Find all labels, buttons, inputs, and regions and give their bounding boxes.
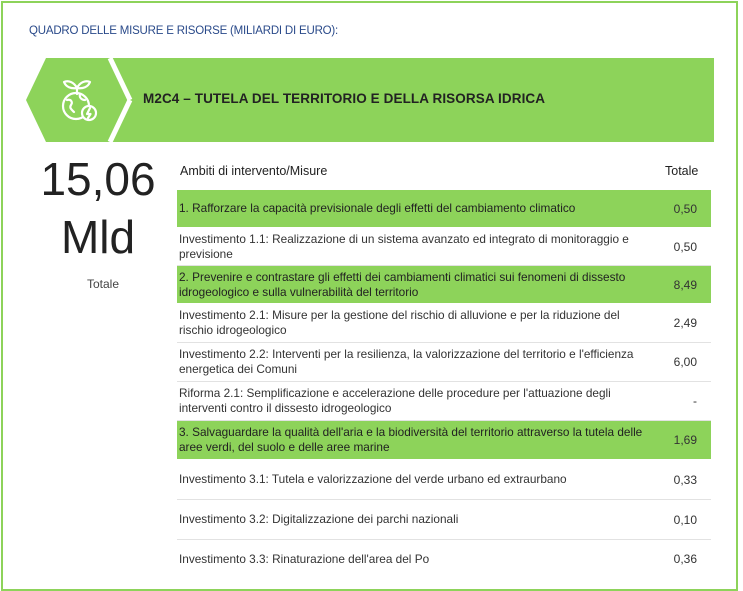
row-total: 8,49 [673, 277, 697, 292]
table-row [177, 266, 711, 304]
table-row [177, 228, 711, 266]
row-description: Investimento 2.1: Misure per la gestione del rischio di alluvione e per la riduzione del rischio idrogeologico [179, 308, 620, 337]
row-total: 6,00 [673, 355, 697, 369]
row-description: 1. Rafforzare la capacità previsionale degli effetti del cambiamento climatico [179, 201, 576, 215]
row-description: Investimento 2.2: Interventi per la resilienza, la valorizzazione del territorio e l'efficienza energetica dei Comuni [179, 347, 634, 376]
row-total: 0,36 [673, 552, 697, 566]
row-description: Investimento 3.2: Digitalizzazione dei parchi nazionali [179, 512, 459, 526]
row-description: Investimento 3.1: Tutela e valorizzazione del verde urbano ed extraurbano [179, 472, 567, 486]
row-description: Riforma 2.1: Semplificazione e accelerazione delle procedure per l'attuazione degli interventi contro il dissesto idrogeologico [179, 386, 611, 415]
table-row [177, 304, 711, 343]
column-header-measures: Ambiti di intervento/Misure [180, 164, 328, 178]
mission-banner [26, 58, 714, 142]
row-description: Investimento 3.3: Rinaturazione dell'area del Po [179, 551, 430, 566]
table-row [177, 500, 711, 540]
table-row [177, 540, 711, 578]
row-description: 3. Salvaguardare la qualità dell'aria e la biodiversità del territorio attraverso la tutela delle aree verdi, del suolo e delle aree marine [179, 425, 643, 454]
row-total: 2,49 [673, 316, 697, 330]
row-total: 0,33 [673, 472, 697, 487]
row-total: 1,69 [673, 433, 697, 447]
column-header-total: Totale [665, 164, 699, 178]
row-total: 0,50 [673, 201, 697, 216]
table-row [177, 343, 711, 382]
total-label: Totale [86, 277, 120, 291]
mission-title: M2C4 – TUTELA DEL TERRITORIO E DELLA RISORSA IDRICA [143, 91, 546, 106]
table-row [177, 460, 711, 500]
table-row [177, 190, 711, 228]
table-row [177, 421, 711, 460]
table-row [177, 382, 711, 421]
row-description: 2. Prevenire e contrastare gli effetti dei cambiamenti climatici sui fenomeni di dissesto idrogeologico e sulla vulnerabilità del territorio [179, 269, 626, 299]
section-heading: QUADRO DELLE MISURE E RISORSE (MILIARDI DI EURO): [29, 25, 339, 37]
total-unit: Mld [60, 211, 136, 263]
row-total: 0,10 [673, 512, 697, 527]
row-description: Investimento 1.1: Realizzazione di un sistema avanzato ed integrato di monitoraggio e previsione [179, 231, 629, 261]
row-total: 0,50 [673, 239, 697, 254]
globe-plant-energy-icon [52, 74, 102, 124]
row-total: - [693, 394, 697, 408]
total-amount: 15,06 [40, 153, 156, 205]
